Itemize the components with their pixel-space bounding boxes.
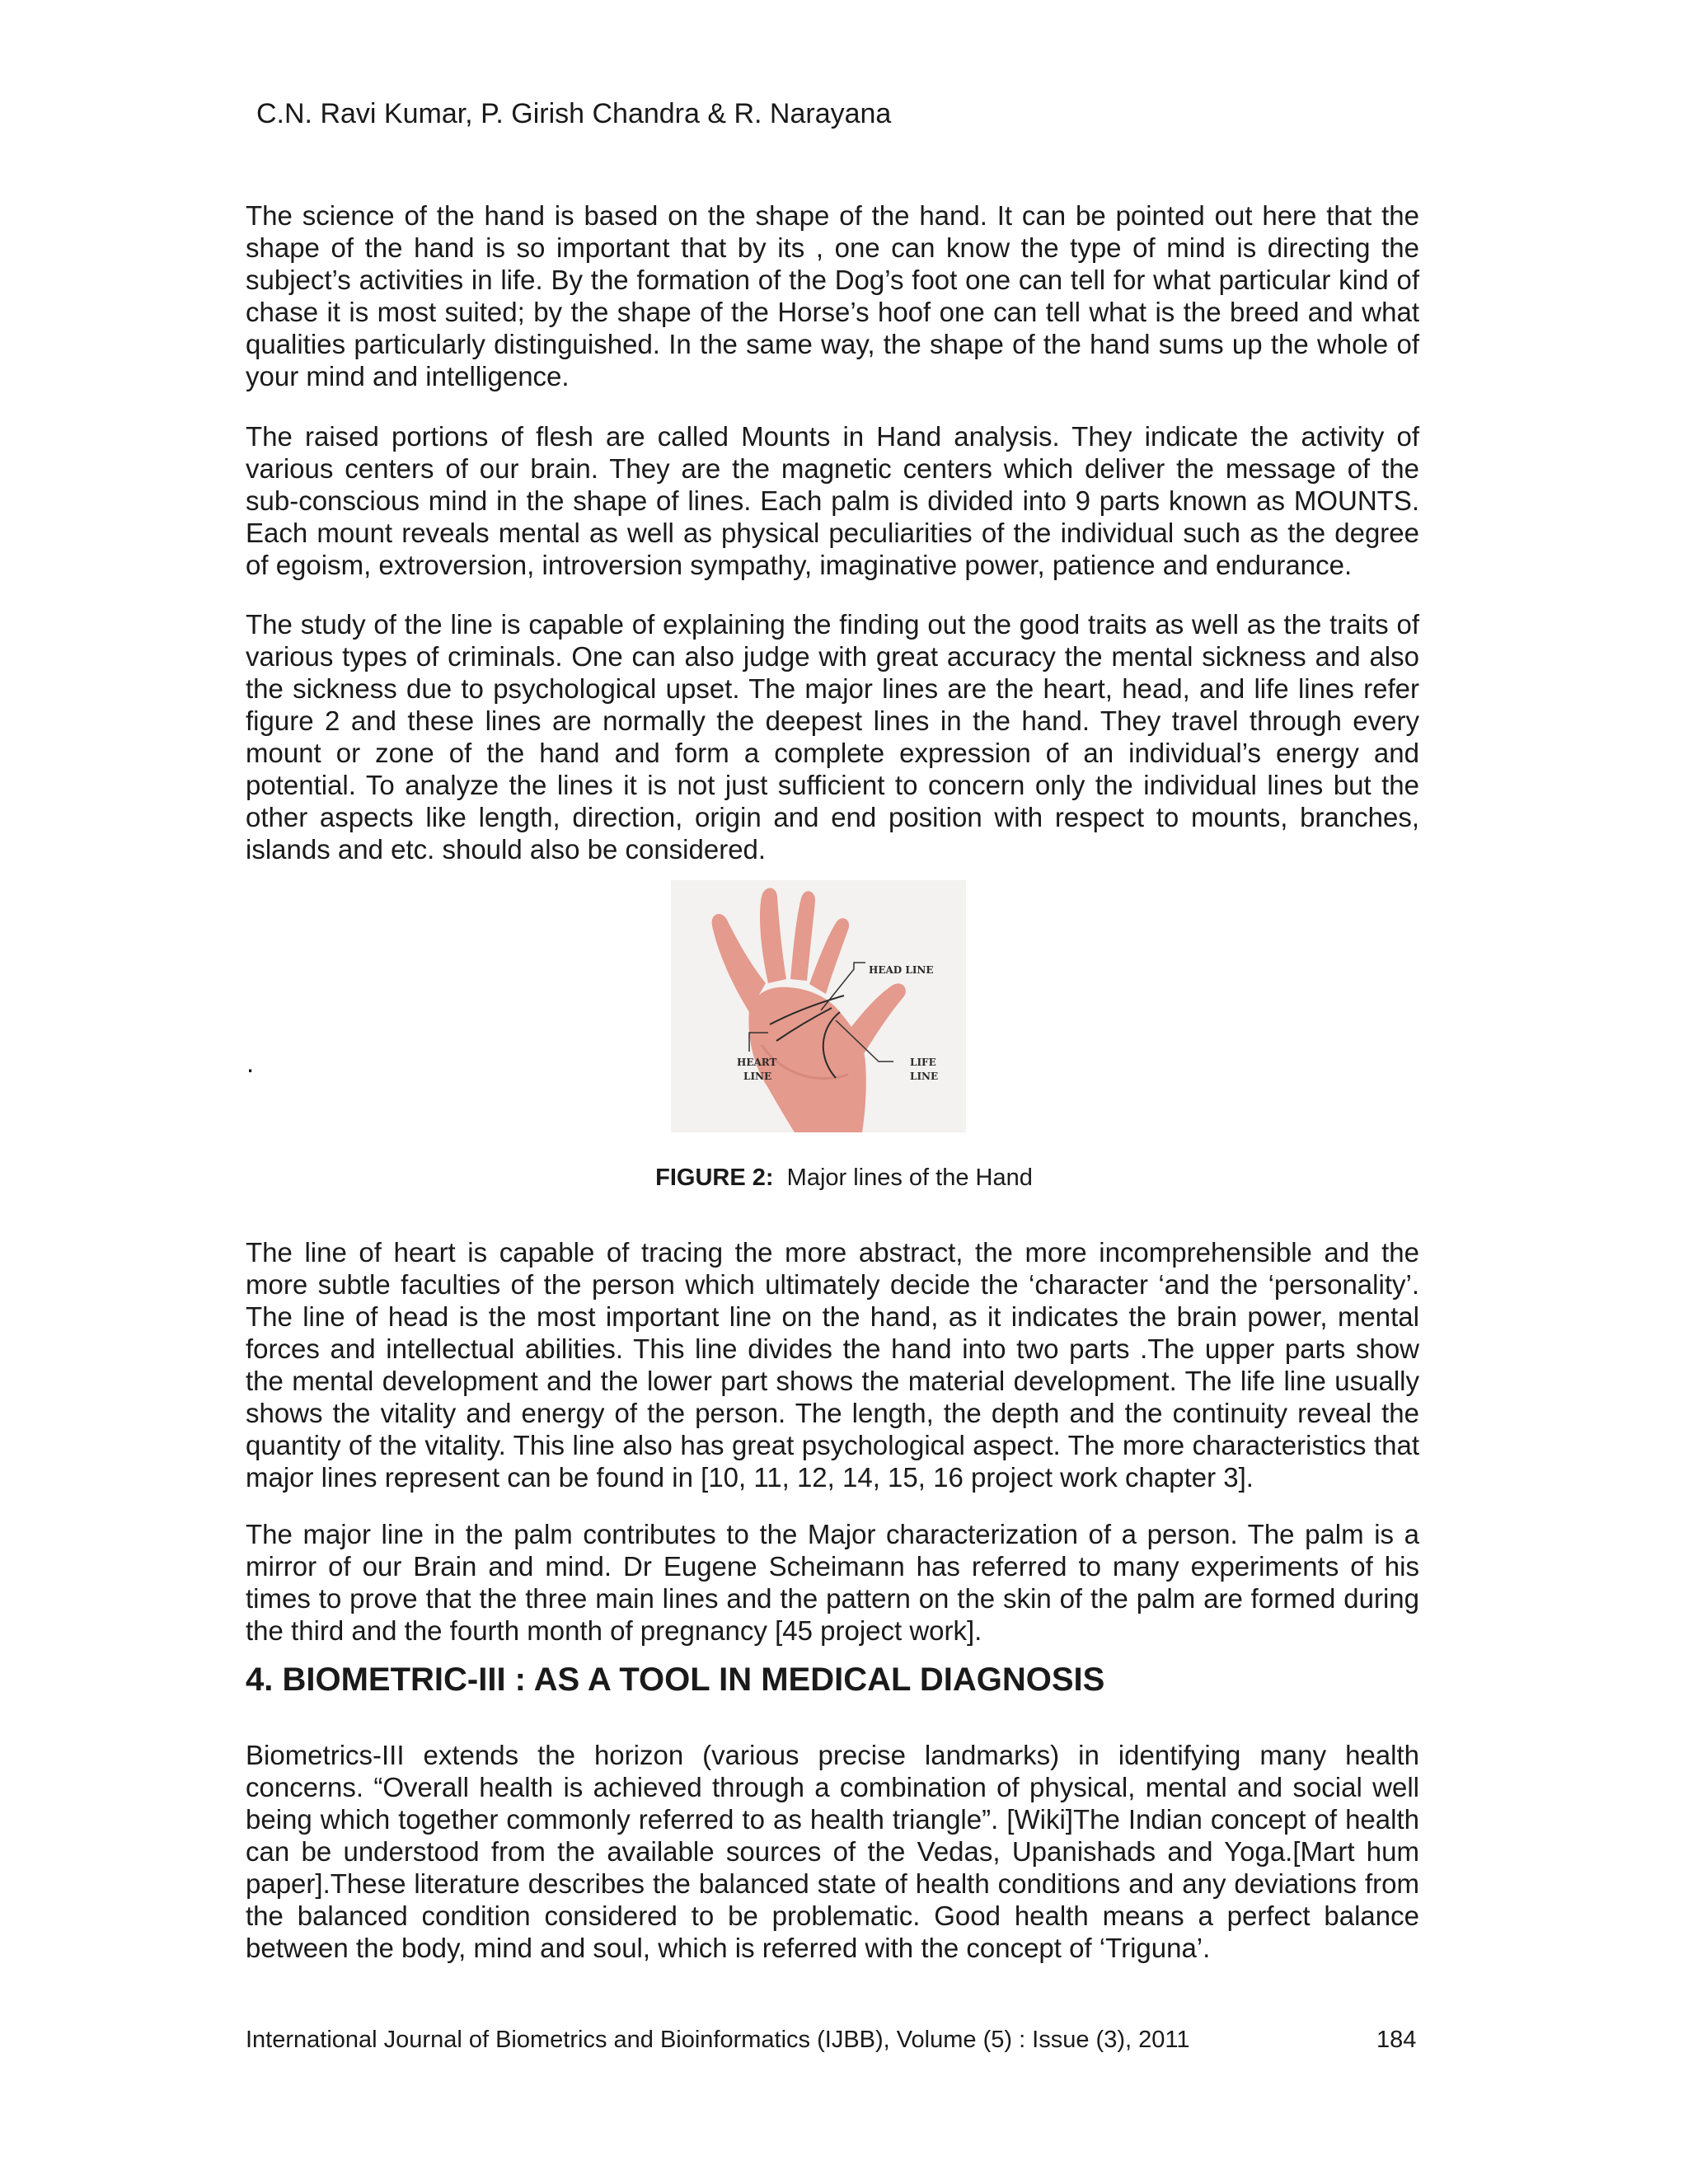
- body-paragraph: The line of heart is capable of tracing the more abstract, the more incomprehensible and the more subtle faculties of the person which ultimately decide the ‘character ‘and the ‘personality’. The line of head is the most important line on the hand, as it indicates the brain power, mental forces and intellectual abilities. This line divides the hand into two parts .The upper parts show the mental development and the lower part shows the material development. The life line usually shows the vitality and energy of the person. The length, the depth and the continuity reveal the quantity of the vitality. This line also has great psychological aspect. The more characteristics that major lines represent can be found in [10, 11, 12, 14, 15, 16 project work chapter 3].: [246, 1237, 1419, 1493]
- body-paragraph: The study of the line is capable of explaining the finding out the good traits as well as the traits of various types of criminals. One can also judge with great accuracy the mental sickness and also the sickness due to psychological upset. The major lines are the heart, head, and life lines refer figure 2 and these lines are normally the deepest lines in the hand. They travel through every mount or zone of the hand and form a complete expression of an individual’s energy and potential. To analyze the lines it is not just sufficient to concern only the individual lines but the other aspects like length, direction, origin and end position with respect to mounts, branches, islands and etc. should also be considered.: [246, 609, 1419, 865]
- heart-line-label-2: LINE: [743, 1071, 772, 1082]
- heart-line-label-1: HEART: [737, 1057, 777, 1068]
- hand-illustration: [671, 880, 966, 1132]
- body-paragraph: The major line in the palm contributes to the Major characterization of a person. The palm is a mirror of our Brain and mind. Dr Eugene Scheimann has referred to many experiments of his times to prove that the three main lines and the pattern on the skin of the palm are formed during the third and the fourth month of pregnancy [45 project work].: [246, 1519, 1419, 1646]
- footer-journal-citation: International Journal of Biometrics and Bioinformatics (IJBB), Volume (5) : Issue (3), 2011: [246, 2027, 1190, 2053]
- life-line-label-1: LIFE: [910, 1057, 936, 1068]
- hand-lines-figure: [671, 880, 966, 1132]
- body-paragraph: Biometrics-III extends the horizon (various precise landmarks) in identifying many health concerns. “Overall health is achieved through a combination of physical, mental and social well being which together commonly referred to as health triangle”. [Wiki]The Indian concept of health can be understood from the available sources of the Vedas, Upanishads and Yoga.[Mart hum paper].These literature describes the balanced state of health conditions and any deviations from the balanced condition considered to be problematic. Good health means a perfect balance between the body, mind and soul, which is referred with the concept of ‘Triguna’.: [246, 1740, 1419, 1963]
- section-heading: 4. BIOMETRIC-III : AS A TOOL IN MEDICAL DIAGNOSIS: [246, 1661, 1105, 1698]
- running-head-authors: C.N. Ravi Kumar, P. Girish Chandra & R. Narayana: [256, 98, 892, 129]
- head-line-label: HEAD LINE: [869, 964, 934, 976]
- body-paragraph: The science of the hand is based on the shape of the hand. It can be pointed out here that the shape of the hand is so important that by its , one can know the type of mind is directing the subject’s activities in life. By the formation of the Dog’s foot one can tell for what particular kind of chase it is most suited; by the shape of the Horse’s hoof one can tell what is the breed and what qualities particularly distinguished. In the same way, the shape of the hand sums up the whole of your mind and intelligence.: [246, 200, 1419, 391]
- stray-period-mark: .: [246, 1047, 255, 1078]
- life-line-label-2: LINE: [910, 1071, 939, 1082]
- body-paragraph: The raised portions of flesh are called Mounts in Hand analysis. They indicate the activity of various centers of our brain. They are the magnetic centers which deliver the message of the sub-conscious mind in the shape of lines. Each palm is divided into 9 parts known as MOUNTS. Each mount reveals mental as well as physical peculiarities of the individual such as the degree of egoism, extroversion, introversion sympathy, imaginative power, patience and endurance.: [246, 421, 1419, 580]
- figure-caption-label: FIGURE 2:: [655, 1165, 774, 1191]
- figure-caption: [0, 1164, 1688, 1192]
- hand-shape: [712, 888, 906, 1133]
- figure-caption-text: Major lines of the Hand: [786, 1165, 1033, 1191]
- footer-page-number: 184: [1376, 2027, 1417, 2053]
